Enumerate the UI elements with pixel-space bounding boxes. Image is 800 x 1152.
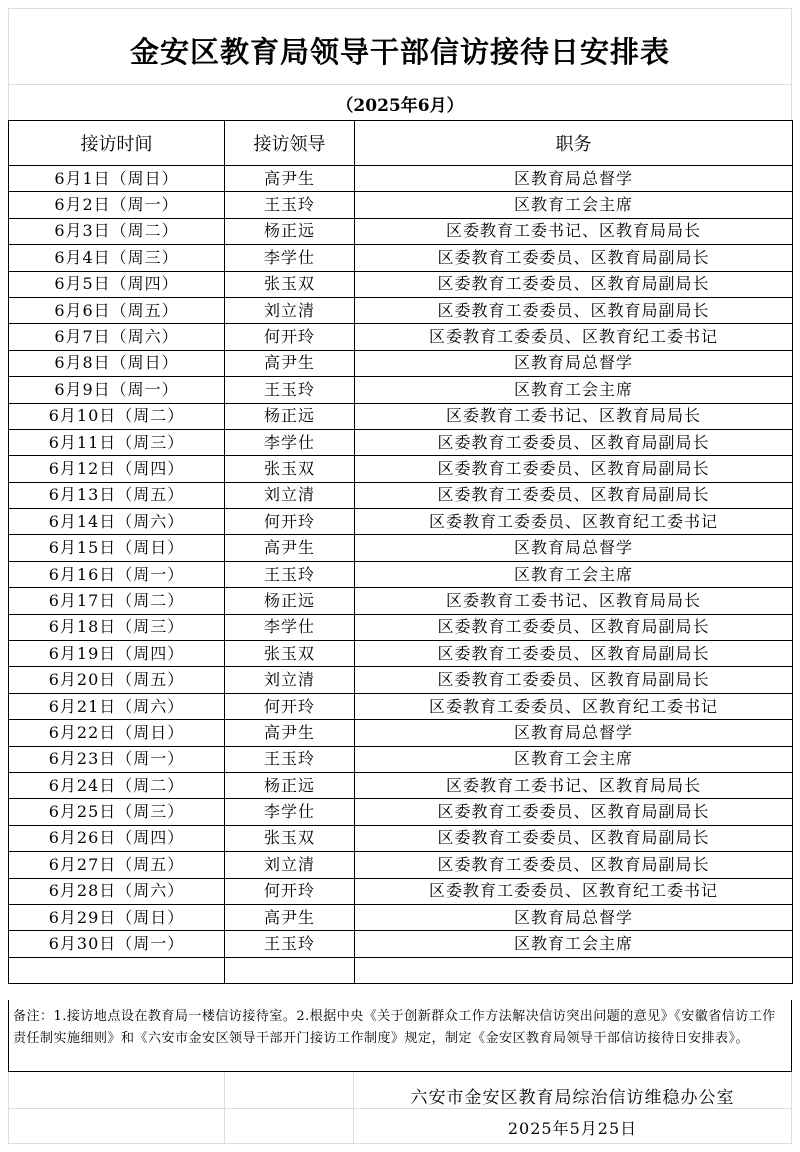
cell-leader: 高尹生 <box>225 904 355 930</box>
cell-leader: 杨正远 <box>225 218 355 244</box>
cell-date: 6月20日（周五） <box>9 667 225 693</box>
cell-date: 6月11日（周三） <box>9 429 225 455</box>
table-row <box>9 931 793 957</box>
table-row <box>9 166 793 192</box>
cell-position: 区委教育工委委员、区教育局副局长 <box>355 799 793 825</box>
cell-position: 区委教育工委委员、区教育纪工委书记 <box>355 878 793 904</box>
table-row <box>9 799 793 825</box>
cell-position: 区教育局总督学 <box>355 535 793 561</box>
table-row <box>9 350 793 376</box>
document-sheet <box>8 8 792 1144</box>
column-header-position: 职务 <box>355 121 793 166</box>
cell-leader: 王玉玲 <box>225 746 355 772</box>
cell-date: 6月9日（周一） <box>9 377 225 403</box>
cell-leader: 张玉双 <box>225 825 355 851</box>
cell-leader: 杨正远 <box>225 588 355 614</box>
table-row <box>9 772 793 798</box>
table-row <box>9 245 793 271</box>
cell-position: 区委教育工委委员、区教育纪工委书记 <box>355 693 793 719</box>
cell-date: 6月23日（周一） <box>9 746 225 772</box>
cell-date: 6月27日（周五） <box>9 852 225 878</box>
cell-position: 区委教育工委委员、区教育局副局长 <box>355 482 793 508</box>
cell-leader: 刘立清 <box>225 852 355 878</box>
cell-position: 区委教育工委委员、区教育局副局长 <box>355 456 793 482</box>
cell-leader: 王玉玲 <box>225 192 355 218</box>
cell-date: 6月14日（周六） <box>9 509 225 535</box>
cell-position: 区委教育工委委员、区教育局副局长 <box>355 245 793 271</box>
remarks-note: 备注：1.接访地点设在教育局一楼信访接待室。2.根据中央《关于创新群众工作方法解决信访突出问题的意见》《安徽省信访工作责任制实施细则》和《六安市金安区领导干部开门接访工作制度》规定，制定《金安区教育局领导干部信访接待日安排表》。 <box>8 1000 792 1072</box>
cell-leader: 张玉双 <box>225 271 355 297</box>
cell-position: 区委教育工委委员、区教育局副局长 <box>355 271 793 297</box>
table-row <box>9 904 793 930</box>
cell-position: 区委教育工委书记、区教育局局长 <box>355 218 793 244</box>
table-row <box>9 641 793 667</box>
cell-date: 6月25日（周三） <box>9 799 225 825</box>
cell-leader: 李学仕 <box>225 799 355 825</box>
cell-date: 6月3日（周二） <box>9 218 225 244</box>
cell-leader: 何开玲 <box>225 693 355 719</box>
table-row <box>9 852 793 878</box>
table-row <box>9 324 793 350</box>
cell-position: 区委教育工委委员、区教育局副局长 <box>355 641 793 667</box>
grid-line <box>8 84 792 85</box>
table-row <box>9 482 793 508</box>
cell-position: 区教育局总督学 <box>355 166 793 192</box>
cell-position: 区委教育工委委员、区教育局副局长 <box>355 429 793 455</box>
table-row <box>9 588 793 614</box>
table-row <box>9 535 793 561</box>
table-row <box>9 297 793 323</box>
cell-position: 区委教育工委书记、区教育局局长 <box>355 772 793 798</box>
table-row-empty <box>9 957 793 983</box>
cell-leader: 刘立清 <box>225 482 355 508</box>
cell-date: 6月22日（周日） <box>9 720 225 746</box>
cell-date: 6月16日（周一） <box>9 561 225 587</box>
cell-date: 6月15日（周日） <box>9 535 225 561</box>
table-row <box>9 377 793 403</box>
cell-date: 6月30日（周一） <box>9 931 225 957</box>
cell-date: 6月4日（周三） <box>9 245 225 271</box>
table-row <box>9 429 793 455</box>
cell-position: 区教育工会主席 <box>355 192 793 218</box>
cell-position: 区委教育工委委员、区教育局副局长 <box>355 297 793 323</box>
cell-date: 6月19日（周四） <box>9 641 225 667</box>
schedule-body <box>9 166 793 984</box>
cell-date: 6月1日（周日） <box>9 166 225 192</box>
table-row <box>9 614 793 640</box>
table-row <box>9 403 793 429</box>
cell-leader: 何开玲 <box>225 878 355 904</box>
cell-leader: 何开玲 <box>225 324 355 350</box>
cell-leader: 高尹生 <box>225 535 355 561</box>
table-row <box>9 456 793 482</box>
cell-leader: 张玉双 <box>225 641 355 667</box>
cell-date: 6月29日（周日） <box>9 904 225 930</box>
table-row <box>9 693 793 719</box>
issuing-office: 六安市金安区教育局综治信访维稳办公室 <box>410 1088 735 1108</box>
column-header-time: 接访时间 <box>9 121 225 166</box>
cell-leader: 李学仕 <box>225 245 355 271</box>
cell-leader: 高尹生 <box>225 350 355 376</box>
cell-leader: 王玉玲 <box>225 561 355 587</box>
cell-leader: 王玉玲 <box>225 931 355 957</box>
cell-date: 6月28日（周六） <box>9 878 225 904</box>
table-row <box>9 878 793 904</box>
cell-date: 6月7日（周六） <box>9 324 225 350</box>
schedule-table <box>8 120 793 984</box>
column-header-leader: 接访领导 <box>225 121 355 166</box>
cell-position: 区委教育工委书记、区教育局局长 <box>355 403 793 429</box>
cell-position: 区教育工会主席 <box>355 561 793 587</box>
cell-date: 6月17日（周二） <box>9 588 225 614</box>
cell-date: 6月2日（周一） <box>9 192 225 218</box>
cell-position: 区教育工会主席 <box>355 746 793 772</box>
cell-date: 6月26日（周四） <box>9 825 225 851</box>
cell-position: 区委教育工委委员、区教育局副局长 <box>355 667 793 693</box>
cell-leader: 高尹生 <box>225 720 355 746</box>
cell-date: 6月24日（周二） <box>9 772 225 798</box>
cell-leader: 李学仕 <box>225 614 355 640</box>
cell-position: 区教育局总督学 <box>355 350 793 376</box>
grid-line <box>8 8 792 9</box>
cell-date: 6月13日（周五） <box>9 482 225 508</box>
table-row <box>9 667 793 693</box>
cell-position: 区教育工会主席 <box>355 377 793 403</box>
cell-position: 区委教育工委委员、区教育纪工委书记 <box>355 509 793 535</box>
table-row <box>9 746 793 772</box>
table-row <box>9 720 793 746</box>
cell-date: 6月10日（周二） <box>9 403 225 429</box>
cell-date: 6月5日（周四） <box>9 271 225 297</box>
cell-date: 6月18日（周三） <box>9 614 225 640</box>
table-row <box>9 192 793 218</box>
table-row <box>9 509 793 535</box>
table-header-row <box>9 121 793 166</box>
cell-leader: 高尹生 <box>225 166 355 192</box>
table-row <box>9 561 793 587</box>
empty-cell <box>9 957 225 983</box>
cell-position: 区委教育工委书记、区教育局局长 <box>355 588 793 614</box>
cell-position: 区委教育工委委员、区教育局副局长 <box>355 825 793 851</box>
table-row <box>9 218 793 244</box>
cell-position: 区教育局总督学 <box>355 904 793 930</box>
cell-position: 区委教育工委委员、区教育局副局长 <box>355 614 793 640</box>
page-subtitle: （2025年6月） <box>336 95 464 116</box>
cell-leader: 杨正远 <box>225 772 355 798</box>
page-title: 金安区教育局领导干部信访接待日安排表 <box>129 34 670 69</box>
cell-leader: 杨正远 <box>225 403 355 429</box>
cell-position: 区委教育工委委员、区教育纪工委书记 <box>355 324 793 350</box>
cell-date: 6月12日（周四） <box>9 456 225 482</box>
cell-position: 区教育工会主席 <box>355 931 793 957</box>
cell-date: 6月8日（周日） <box>9 350 225 376</box>
empty-cell <box>225 957 355 983</box>
table-row <box>9 271 793 297</box>
empty-cell <box>355 957 793 983</box>
cell-date: 6月6日（周五） <box>9 297 225 323</box>
cell-leader: 张玉双 <box>225 456 355 482</box>
cell-position: 区委教育工委委员、区教育局副局长 <box>355 852 793 878</box>
cell-position: 区教育局总督学 <box>355 720 793 746</box>
cell-leader: 王玉玲 <box>225 377 355 403</box>
issue-date: 2025年5月25日 <box>507 1119 638 1138</box>
cell-date: 6月21日（周六） <box>9 693 225 719</box>
cell-leader: 何开玲 <box>225 509 355 535</box>
cell-leader: 刘立清 <box>225 297 355 323</box>
cell-leader: 刘立清 <box>225 667 355 693</box>
cell-leader: 李学仕 <box>225 429 355 455</box>
table-row <box>9 825 793 851</box>
